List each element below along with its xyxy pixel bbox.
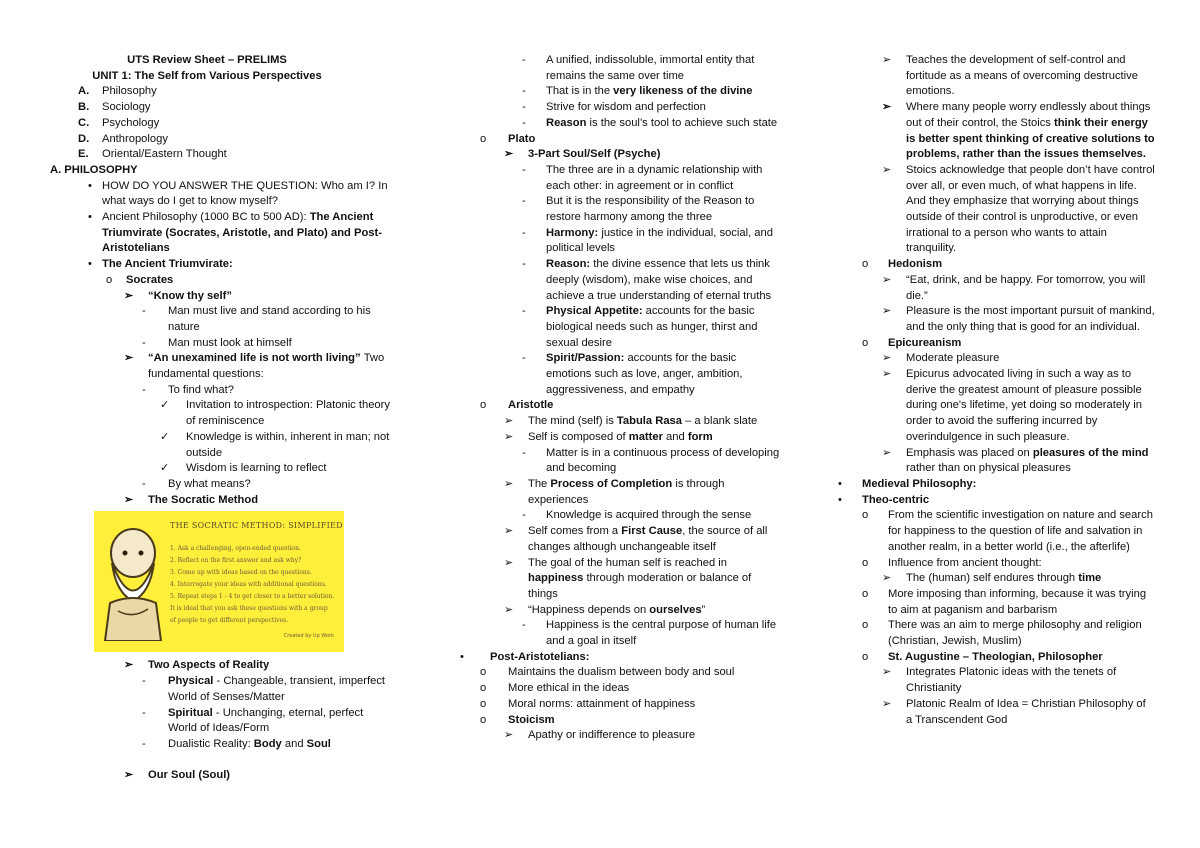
aristotle-item: ➢ The goal of the human self is reached in happiness through moderation or balance of things <box>504 556 752 600</box>
know-item: - Man must live and stand according to his nature <box>142 305 371 333</box>
hedonism-item: ➢ Pleasure is the most important pursuit of mankind, and the only thing that is good for an individual. <box>882 305 1155 333</box>
plato-item: - Reason: the divine essence that lets us think deeply (wisdom), make wise choices, and achieve a true understanding of eternal truths <box>522 258 772 302</box>
outline-item: A. Philosophy <box>78 85 157 98</box>
medieval-subitem: ➢ The (human) self endures through time <box>882 572 1102 585</box>
aristotle-item: ➢ “Happiness depends on ourselves” <box>504 603 706 616</box>
socratic-method-figure <box>94 511 344 652</box>
socratic-method: ➢ The Socratic Method <box>124 493 259 506</box>
post-item: o Maintains the dualism between body and soul <box>480 666 735 679</box>
aristotle-item: ➢ The mind (self) is Tabula Rasa – a blank slate <box>504 415 758 428</box>
bullet-triumvirate: • The Ancient Triumvirate: <box>88 258 233 271</box>
medieval-heading: • Medieval Philosophy: <box>838 477 977 490</box>
plato-item: - But it is the responsibility of the Reason to restore harmony among the three <box>522 195 755 224</box>
outline-item: E. Oriental/Eastern Thought <box>78 148 227 161</box>
stoicism-item: ➢ Teaches the development of self-control and fortitude as a means of overcoming destructive emotions. <box>882 54 1138 98</box>
aristotle-item: ➢ Self is composed of matter and form <box>504 430 713 443</box>
aristotle-subitem: - Matter is in a continuous process of developing and becoming <box>522 446 780 475</box>
hedonism-heading: o Hedonism <box>862 258 943 271</box>
know-thy-self: ➢ “Know thy self” <box>124 289 232 302</box>
stoicism-item: ➢ Where many people worry endlessly about things out of their control, the Stoics think their energy is better spent thinking of creative solutions to problems, rather than the issues themselves. <box>882 101 1155 161</box>
to-find-what: - To find what? <box>142 383 234 396</box>
epicureanism-item: ➢ Emphasis was placed on pleasures of the mind rather than on physical pleasures <box>882 446 1149 475</box>
augustine-item: ➢ Integrates Platonic ideas with the tenets of Christianity <box>882 666 1117 695</box>
plato-item: - The three are in a dynamic relationship with each other: in agreement or in conflict <box>522 163 763 192</box>
stoicism-item: ➢ Stoics acknowledge that people don’t have control over all, or even much, of what happens in life. And they emphasize that worrying about things outside of their control is unproductive, or even irrational to a person who wants to attain tranquility. <box>882 163 1155 255</box>
unexamined-life: ➢ “An unexamined life is not worth living” Two fundamental questions: <box>124 352 385 381</box>
plato-item: - Harmony: justice in the individual, social, and political levels <box>522 226 773 255</box>
hedonism-item: ➢ “Eat, drink, and be happy. For tomorrow, you will die.” <box>882 273 1146 302</box>
outline-item: C. Psychology <box>78 116 160 129</box>
aristotle-item: ➢ The Process of Completion is through experiences <box>504 477 725 506</box>
post-item: o More ethical in the ideas <box>480 682 630 695</box>
column-3 <box>838 53 1155 728</box>
plato-heading: o Plato <box>480 132 536 145</box>
epicureanism-heading: o Epicureanism <box>862 336 962 349</box>
plato-item: - Physical Appetite: accounts for the basic biological needs such as hunger, thirst and sexual desire <box>522 305 758 349</box>
aristotle-subitem: - Knowledge is acquired through the sense <box>522 509 752 522</box>
outline-list <box>52 84 392 163</box>
outline-item: D. Anthropology <box>78 132 168 145</box>
aristotle-item: ➢ Self comes from a First Cause, the source of all changes although unchangeable itself <box>504 525 768 553</box>
figure-step: 4. Interrogate your ideas with additional questions. <box>170 581 327 589</box>
figure-credit: Created by Up Work <box>283 632 334 639</box>
aspect-physical: - Physical - Changeable, transient, imperfect World of Senses/Matter <box>142 675 386 703</box>
bullet-ancient: • Ancient Philosophy (1000 BC to 500 AD): The Ancient Triumvirate (Socrates, Aristotle, and Plato) and Post-Aristotelians <box>88 211 382 255</box>
soul-item: - Strive for wisdom and perfection <box>522 101 706 114</box>
check-item: ✓ Invitation to introspection: Platonic theory of reminiscence <box>160 399 390 428</box>
outline-item: B. Sociology <box>78 101 151 114</box>
two-aspects: ➢ Two Aspects of Reality <box>124 659 270 672</box>
our-soul: ➢ Our Soul (Soul) <box>124 768 231 781</box>
theocentric-heading: • Theo-centric <box>838 493 930 506</box>
check-item: ✓ Knowledge is within, inherent in man; not outside <box>160 430 390 459</box>
column-1 <box>52 53 392 783</box>
epicureanism-item: ➢ Epicurus advocated living in such a way as to derive the greatest amount of pleasure possible during one's lifetime, yet doing so moderately in order to avoid the suffering incurred by overindulgence in such pleasure. <box>882 368 1142 443</box>
post-item: o Moral norms: attainment of happiness <box>480 697 696 710</box>
column-2 <box>460 53 780 744</box>
figure-note: It is ideal that you ask these questions with a group <box>170 605 328 613</box>
check-item: ✓ Wisdom is learning to reflect <box>160 462 327 475</box>
section-heading: A. PHILOSOPHY <box>50 163 138 176</box>
medieval-item: o There was an aim to merge philosophy and religion (Christian, Jewish, Muslim) <box>862 619 1142 648</box>
augustine-item: ➢ Platonic Realm of Idea = Christian Philosophy of a Transcendent God <box>882 697 1146 726</box>
aspect-spiritual: - Spiritual - Unchanging, eternal, perfect World of Ideas/Form <box>142 706 364 735</box>
socrates-bust-icon <box>100 523 166 641</box>
plato-item: - Spirit/Passion: accounts for the basic emotions such as love, anger, ambition, aggressiveness, and empathy <box>522 352 743 396</box>
figure-step: 5. Repeat steps 1 - 4 to get closer to a better solution. <box>170 593 335 601</box>
soul-item: - A unified, indissoluble, immortal entity that remains the same over time <box>522 54 755 82</box>
know-item: - Man must look at himself <box>142 336 292 349</box>
medieval-item: o From the scientific investigation on nature and search for happiness to the question of life and salvation in another realm, in a better world (i.e., the afterlife) <box>862 509 1153 553</box>
medieval-item: o Influence from ancient thought: <box>862 556 1042 569</box>
socrates-heading: o Socrates <box>106 273 174 286</box>
medieval-item: o More imposing than informing, because it was trying to aim at paganism and barbarism <box>862 587 1147 616</box>
figure-step: 1. Ask a challenging, open-ended question. <box>170 545 301 553</box>
unit-title: UNIT 1: The Self from Various Perspectives <box>92 69 322 82</box>
figure-note: of people to get different perspectives. <box>170 617 289 625</box>
doc-title: UTS Review Sheet – PRELIMS <box>127 54 287 66</box>
post-aristotelians-heading: • Post-Aristotelians: <box>460 650 590 663</box>
figure-step: 3. Come up with ideas based on the questions. <box>170 569 312 577</box>
stoicism-heading: o Stoicism <box>480 713 555 726</box>
augustine-heading: o St. Augustine – Theologian, Philosopher <box>862 650 1103 663</box>
aristotle-subitem: - Happiness is the central purpose of human life and a goal in itself <box>522 619 777 648</box>
figure-step: 2. Reflect on the first answer and ask why? <box>170 557 302 565</box>
figure-title: THE SOCRATIC METHOD: SIMPLIFIED <box>170 521 343 531</box>
bullet-question: • HOW DO YOU ANSWER THE QUESTION: Who am I? In what ways do I get to know myself? <box>88 179 388 208</box>
aristotle-heading: o Aristotle <box>480 399 554 412</box>
epicureanism-item: ➢ Moderate pleasure <box>882 352 1000 365</box>
dualistic-reality: - Dualistic Reality: Body and Soul <box>142 737 331 750</box>
by-what-means: - By what means? <box>142 477 251 490</box>
soul-item: - That is in the very likeness of the divine <box>522 85 753 98</box>
soul-item: - Reason is the soul’s tool to achieve such state <box>522 116 778 129</box>
three-part-soul: ➢ 3-Part Soul/Self (Psyche) <box>504 148 661 161</box>
stoicism-item: ➢ Apathy or indifference to pleasure <box>504 729 696 742</box>
